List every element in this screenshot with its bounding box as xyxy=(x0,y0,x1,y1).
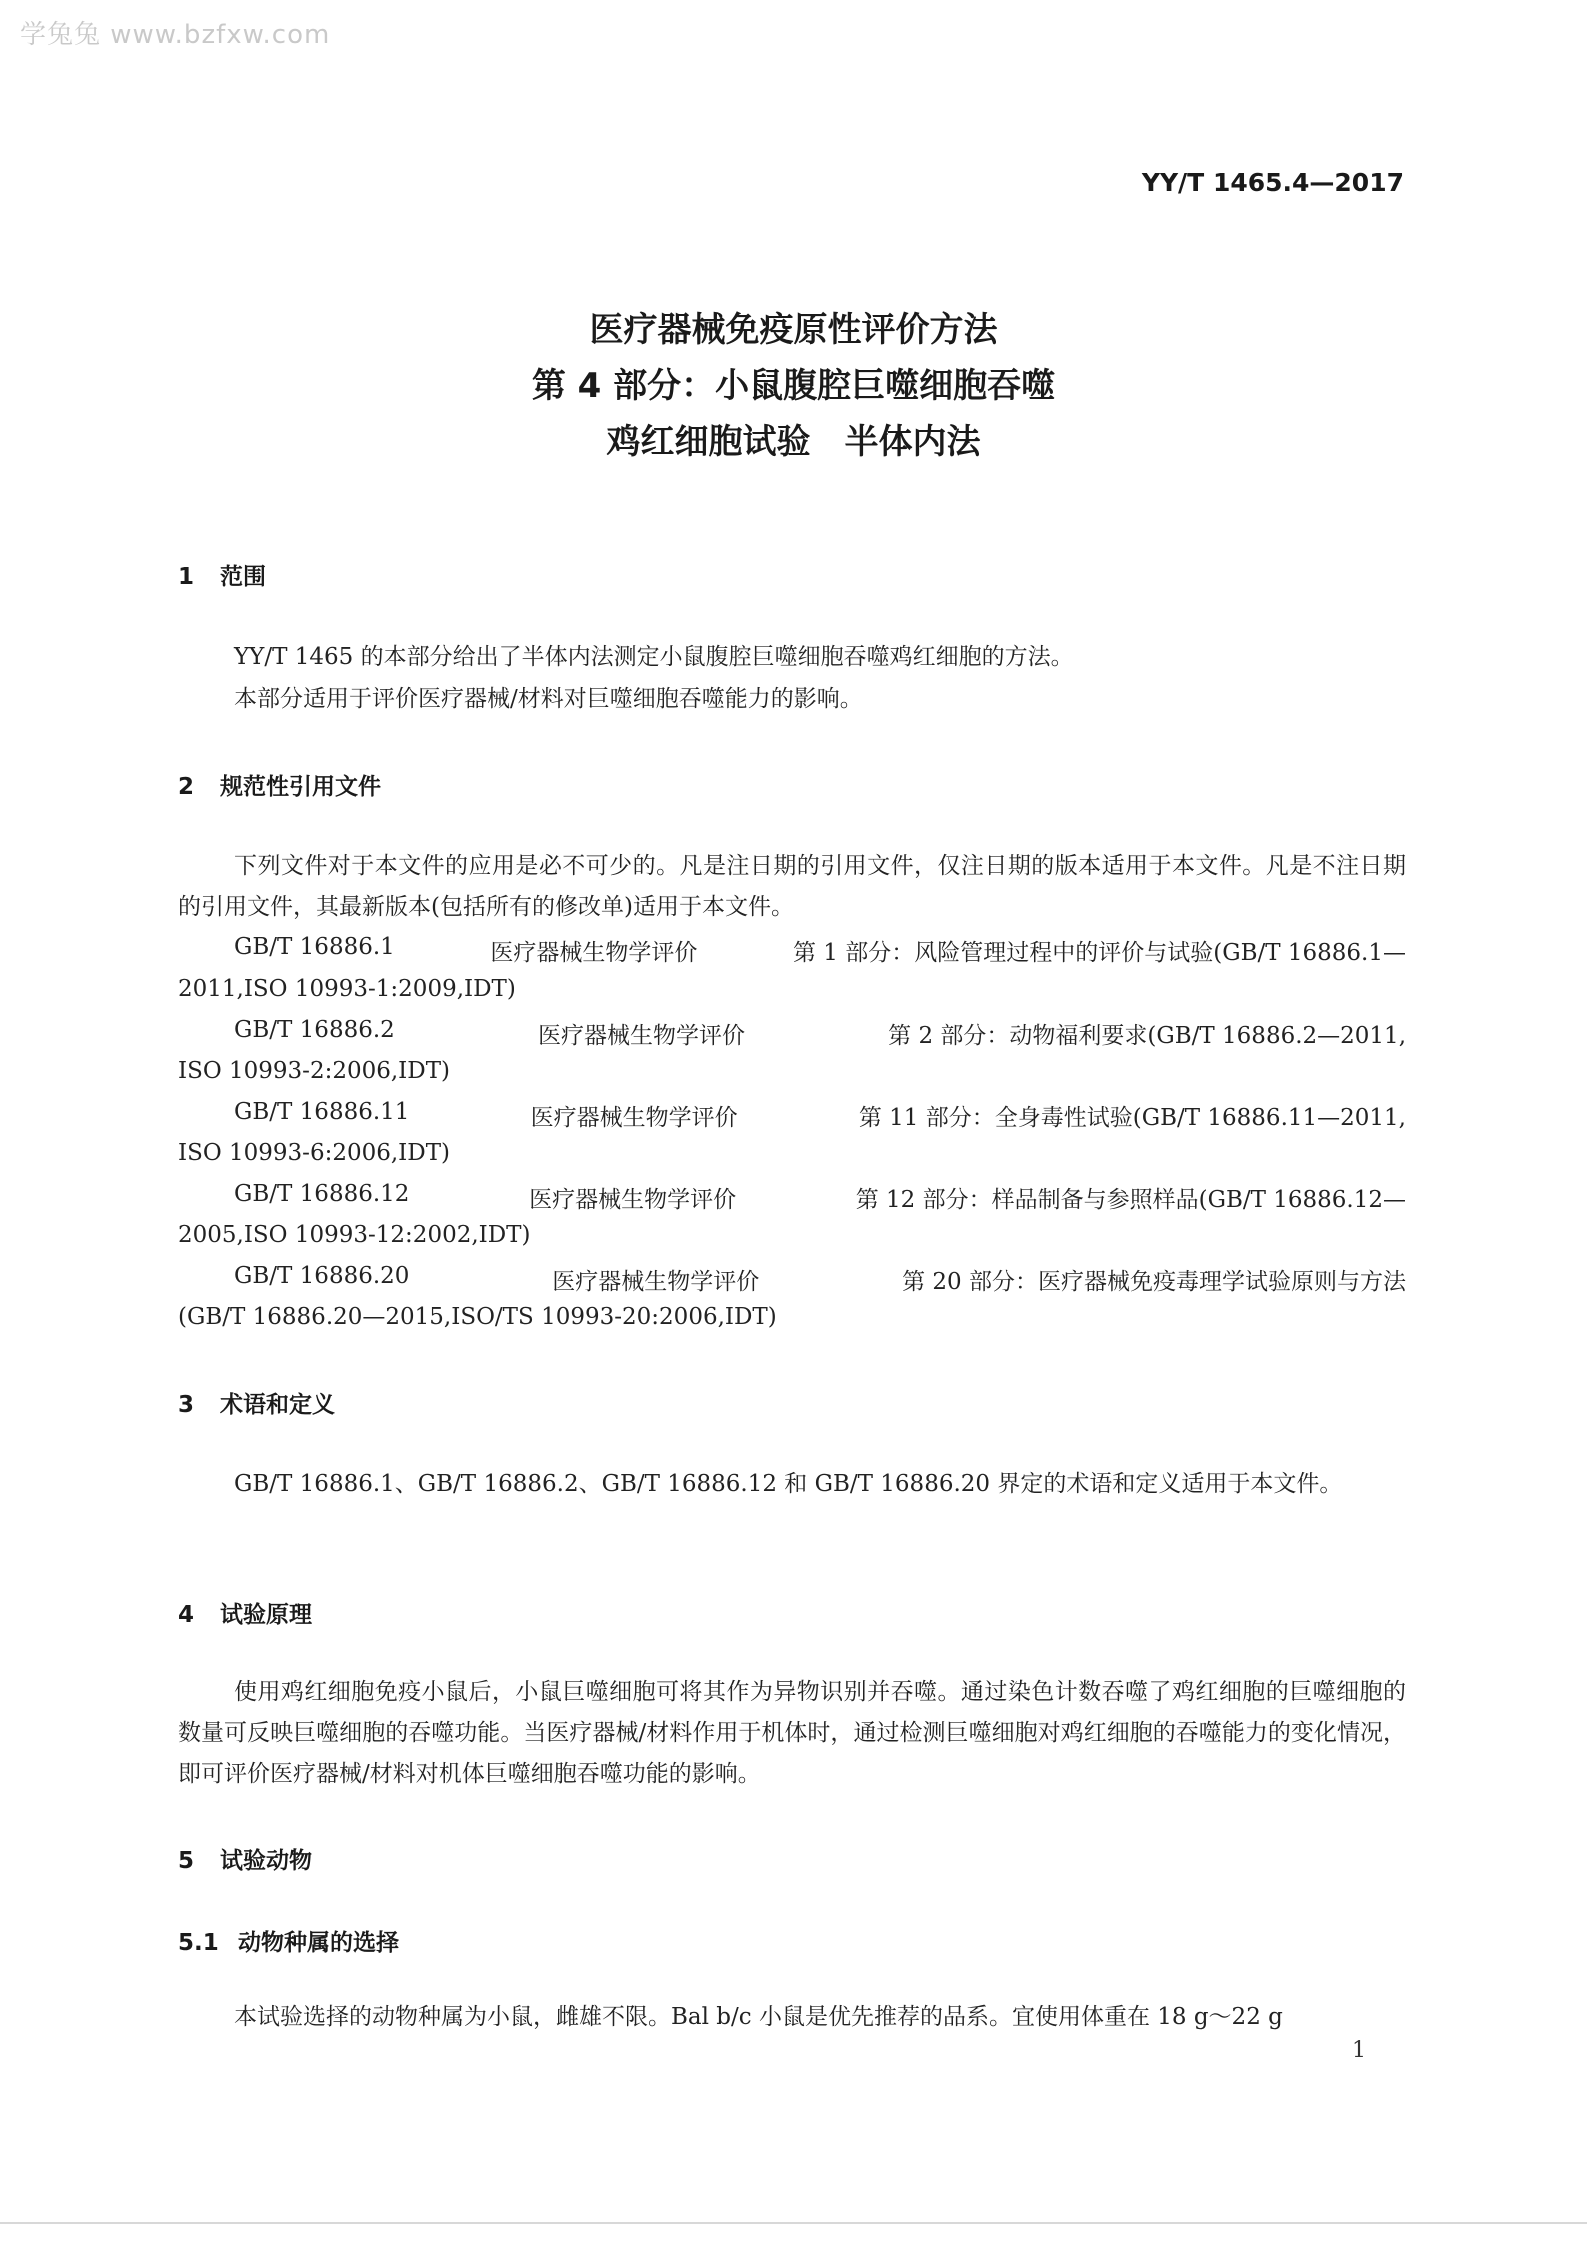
reference-name: 医疗器械生物学评价 xyxy=(530,1105,738,1131)
watermark: 学兔兔 www.bzfxw.com xyxy=(20,20,331,50)
section-1-paragraph-1: YY/T 1465 的本部分给出了半体内法测定小鼠腹腔巨噬细胞吞噬鸡红细胞的方法。 xyxy=(234,644,1074,670)
standard-code: YY/T 1465.4—2017 xyxy=(1141,168,1404,197)
title-line-2: 第 4 部分：小鼠腹腔巨噬细胞吞噬 xyxy=(531,366,1056,406)
reference-code: GB/T 16886.1 xyxy=(234,934,395,960)
section-title: 试验原理 xyxy=(220,1602,312,1628)
section-number: 3 xyxy=(178,1392,195,1418)
reference-continuation: ISO 10993-6:2006,IDT) xyxy=(178,1140,451,1166)
reference-code: GB/T 16886.12 xyxy=(234,1181,410,1207)
section-5-heading xyxy=(178,1842,312,1875)
section-5-1-paragraph: 本试验选择的动物种属为小鼠，雌雄不限。Bal b/c 小鼠是优先推荐的品系。宜使用体重在 18 g～22 g xyxy=(234,2004,1283,2030)
reference-part: 第 20 部分：医疗器械免疫毒理学试验原则与方法 xyxy=(902,1269,1406,1295)
section-title: 术语和定义 xyxy=(220,1392,335,1418)
reference-item xyxy=(178,1181,1406,1214)
section-3-paragraph: GB/T 16886.1、GB/T 16886.2、GB/T 16886.12 和 GB/T 16886.20 界定的术语和定义适用于本文件。 xyxy=(234,1471,1343,1497)
section-5-1-heading xyxy=(178,1924,399,1957)
reference-item xyxy=(178,1263,1406,1296)
reference-name: 医疗器械生物学评价 xyxy=(529,1187,737,1213)
section-title: 规范性引用文件 xyxy=(220,774,381,800)
section-2-intro: 下列文件对于本文件的应用是必不可少的。凡是注日期的引用文件，仅注日期的版本适用于本文件。凡是不注日期的引用文件，其最新版本(包括所有的修改单)适用于本文件。 xyxy=(178,853,1406,920)
section-1-paragraph-2: 本部分适用于评价医疗器械/材料对巨噬细胞吞噬能力的影响。 xyxy=(234,686,863,712)
section-4-heading xyxy=(178,1596,312,1629)
reference-code: GB/T 16886.20 xyxy=(234,1263,410,1289)
reference-continuation: 2011,ISO 10993-1:2009,IDT) xyxy=(178,976,516,1002)
subsection-number: 5.1 xyxy=(178,1930,219,1956)
reference-continuation: ISO 10993-2:2006,IDT) xyxy=(178,1058,451,1084)
reference-part: 第 2 部分：动物福利要求(GB/T 16886.2—2011, xyxy=(888,1023,1406,1049)
reference-name: 医疗器械生物学评价 xyxy=(552,1269,760,1295)
section-4-paragraph: 使用鸡红细胞免疫小鼠后，小鼠巨噬细胞可将其作为异物识别并吞噬。通过染色计数吞噬了鸡红细胞的巨噬细胞的数量可反映巨噬细胞的吞噬功能。当医疗器械/材料作用于机体时，通过检测巨噬细胞对鸡红细胞的吞噬能力的变化情况，即可评价医疗器械/材料对机体巨噬细胞吞噬功能的影响。 xyxy=(178,1679,1406,1787)
reference-item xyxy=(178,1017,1406,1050)
section-2-heading xyxy=(178,768,381,801)
reference-part: 第 11 部分：全身毒性试验(GB/T 16886.11—2011, xyxy=(858,1105,1406,1131)
reference-code: GB/T 16886.2 xyxy=(234,1017,395,1043)
section-title: 范围 xyxy=(220,564,266,590)
reference-continuation: 2005,ISO 10993-12:2002,IDT) xyxy=(178,1222,531,1248)
reference-part: 第 1 部分：风险管理过程中的评价与试验(GB/T 16886.1— xyxy=(792,940,1406,966)
reference-continuation: (GB/T 16886.20—2015,ISO/TS 10993-20:2006,IDT) xyxy=(178,1304,777,1330)
title-line-1: 医疗器械免疫原性评价方法 xyxy=(589,310,998,350)
reference-name: 医疗器械生物学评价 xyxy=(490,940,698,966)
section-number: 5 xyxy=(178,1848,195,1874)
title-line-3: 鸡红细胞试验 半体内法 xyxy=(606,422,981,462)
reference-name: 医疗器械生物学评价 xyxy=(537,1023,745,1049)
section-number: 1 xyxy=(178,564,195,590)
document-title xyxy=(0,302,1587,470)
page-bottom-divider xyxy=(0,2222,1587,2224)
section-number: 2 xyxy=(178,774,195,800)
subsection-title: 动物种属的选择 xyxy=(238,1930,399,1956)
reference-code: GB/T 16886.11 xyxy=(234,1099,410,1125)
section-number: 4 xyxy=(178,1602,195,1628)
section-1-heading xyxy=(178,558,266,591)
page-number: 1 xyxy=(1352,2038,1366,2063)
section-title: 试验动物 xyxy=(220,1848,312,1874)
reference-part: 第 12 部分：样品制备与参照样品(GB/T 16886.12— xyxy=(855,1187,1406,1213)
section-3-heading xyxy=(178,1386,335,1419)
reference-item xyxy=(178,934,1406,967)
reference-item xyxy=(178,1099,1406,1132)
